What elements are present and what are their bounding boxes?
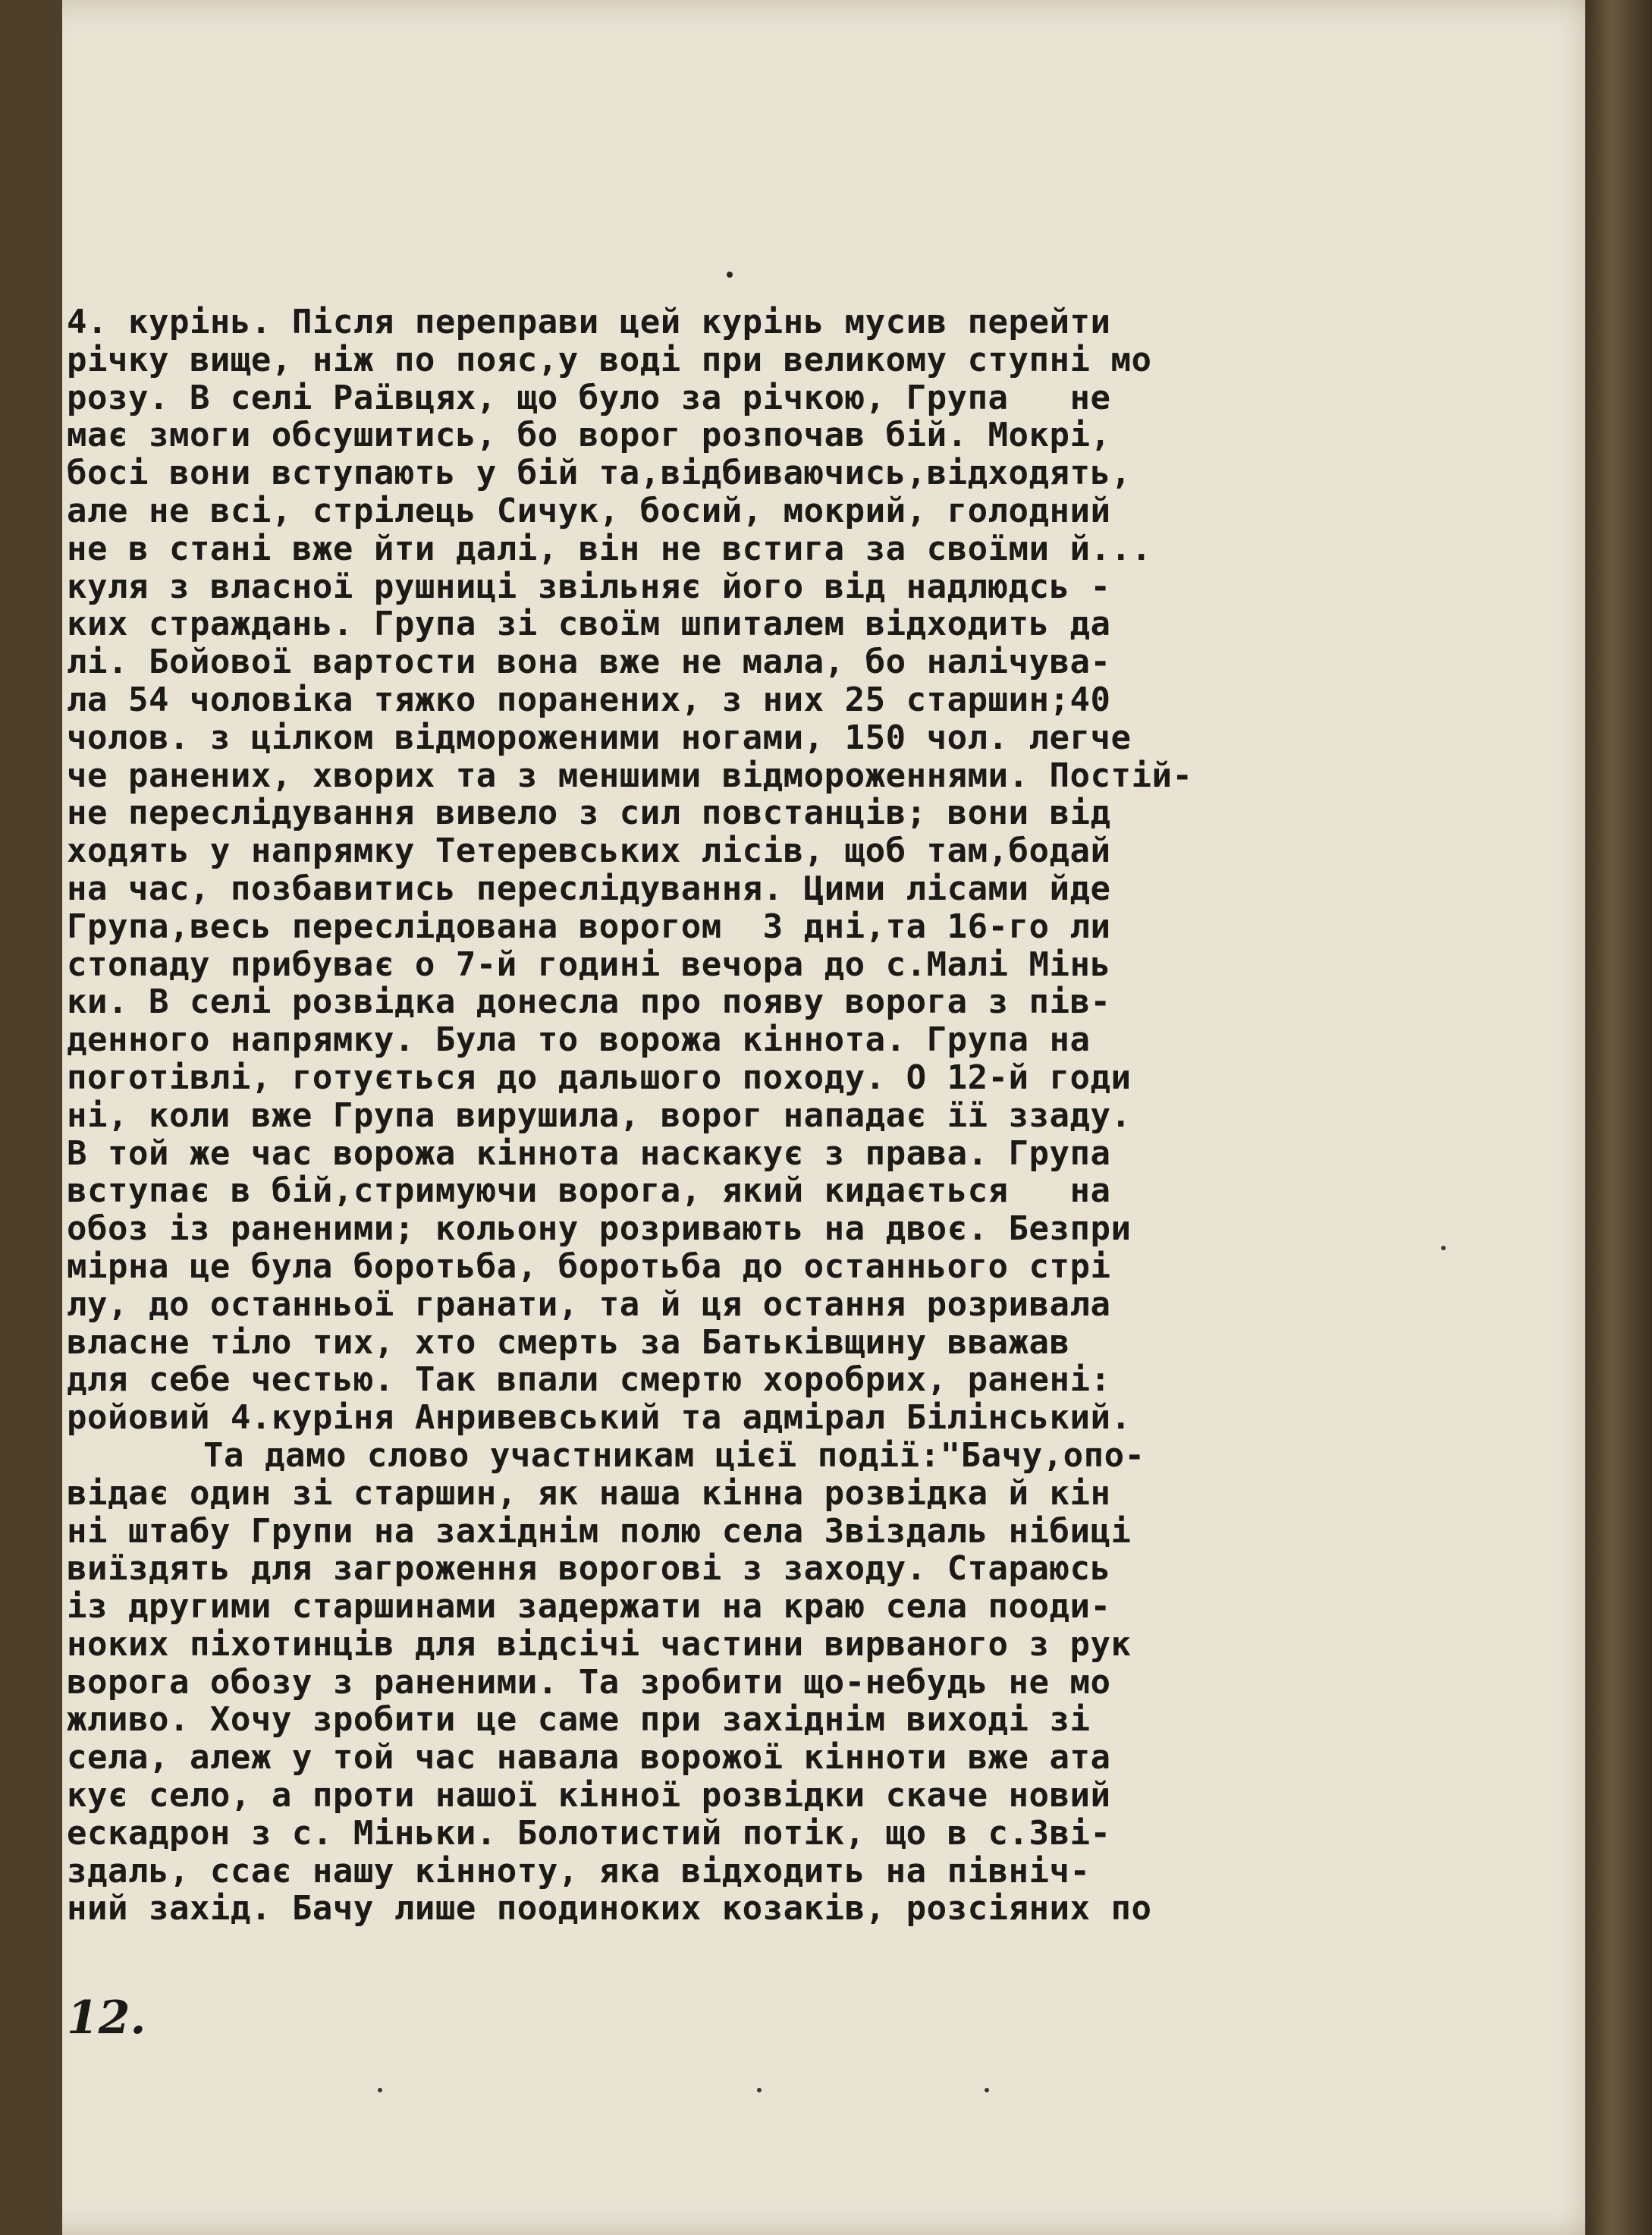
text-line: Група,весь переслідована ворогом 3 дні,та 16-го ли [67,907,1111,946]
page-edge [1585,0,1652,2235]
text-line: ких страждань. Група зі своїм шпиталем відходить да [67,605,1111,644]
ink-mark [378,2088,382,2092]
text-line: поготівлі, готується до дальшого походу. О 12-й годи [67,1058,1132,1097]
text-line: не переслідування вивело з сил повстанців; вони від [67,794,1111,833]
text-line: денного напрямку. Була то ворожа кіннота. Група на [67,1020,1091,1060]
text-line: але не всі, стрілець Сичук, босий, мокрий, голодний [67,491,1111,530]
text-line: лу, до останньої гранати, та й ця остання розривала [67,1284,1111,1324]
text-line: для себе честью. Так впали смертю хоробрих, ранені: [67,1360,1111,1400]
text-line: ескадрон з с. Міньки. Болотистий потік, що в с.Зві- [67,1813,1111,1853]
text-line: босі вони вступають у бій та,відбиваючись,відходять, [67,454,1132,493]
text-line: ла 54 чоловіка тяжко поранених, з них 25 старшин;40 [67,680,1111,719]
text-line: ворога обозу з раненими. Та зробити що-небудь не мо [67,1662,1111,1702]
typewritten-text [67,303,1364,1928]
paragraph-start-line: Та дамо слово участникам цієї події:"Бачу,опо- [203,1435,1145,1475]
text-line: кує село, а проти нашої кінної розвідки скаче новий [67,1776,1111,1815]
text-line: чолов. з цілком відмороженими ногами, 150 чол. легче [67,718,1132,757]
text-line: відає один зі старшин, як наша кінна розвідка й кін [67,1473,1111,1513]
text-line: куля з власної рушниці звільняє його від надлюдсь - [67,567,1111,606]
text-line: жливо. Хочу зробити це саме при західнім виході зі [67,1700,1091,1740]
text-line: 4. курінь. Після переправи цей курінь мусив перейти [67,303,1111,341]
text-line: обоз із раненими; кольону розривають на двоє. Безпри [67,1209,1132,1249]
ink-mark [985,2088,989,2092]
text-line: розу. В селі Раївцях, що було за річкою, Група не [67,378,1111,417]
text-line: не в стані вже йти далі, він не встига за своїми й... [67,529,1152,568]
text-line: здаль, ссає нашу кінноту, яка відходить на північ- [67,1851,1091,1891]
text-line: із другими старшинами задержати на краю села пооди- [67,1587,1111,1627]
page-number: 12. [67,1991,146,2045]
text-line: на час, позбавитись переслідування. Цими лісами йде [67,869,1111,908]
text-line: ройовий 4.куріня Анривевський та адмірал Білінський. [67,1398,1132,1438]
text-line: ходять у напрямку Тетеревських лісів, щоб там,бодай [67,831,1111,871]
text-line: ні штабу Групи на західнім полю села Звіздаль нібиці [67,1511,1132,1551]
text-line: має змоги обсушитись, бо ворог розпочав бій. Мокрі, [67,416,1111,455]
text-line: ні, коли вже Група вирушила, ворог нападає її ззаду. [67,1095,1132,1135]
ink-mark [1441,1246,1446,1250]
ink-mark [757,2088,762,2092]
text-line: річку вище, ніж по пояс,у воді при великому ступні мо [67,340,1152,379]
ink-dot [727,272,733,278]
text-line: ноких піхотинців для відсічі частини вирваного з рук [67,1624,1132,1664]
text-line: села, алеж у той час навала ворожої кінноти вже ата [67,1738,1111,1778]
text-line: ний захід. Бачу лише поодиноких козаків, розсіяних по [67,1889,1152,1929]
text-line: вступає в бій,стримуючи ворога, який кидається на [67,1171,1111,1211]
text-line: мірна це була боротьба, боротьба до останнього стрі [67,1246,1111,1286]
text-line: власне тіло тих, хто смерть за Батьківщину вважав [67,1322,1070,1362]
text-line: виїздять для загроження ворогові з заходу. Стараюсь [67,1549,1111,1589]
text-line: ки. В селі розвідка донесла про появу ворога з пів- [67,982,1111,1022]
text-line: лі. Бойової вартости вона вже не мала, бо налічува- [67,643,1111,682]
text-line: стопаду прибуває о 7-й годині вечора до с.Малі Мінь [67,945,1111,984]
text-line: че ранених, хворих та з меншими відмороженнями. Постій- [67,756,1193,795]
text-line: В той же час ворожа кіннота наскакує з права. Група [67,1133,1111,1173]
